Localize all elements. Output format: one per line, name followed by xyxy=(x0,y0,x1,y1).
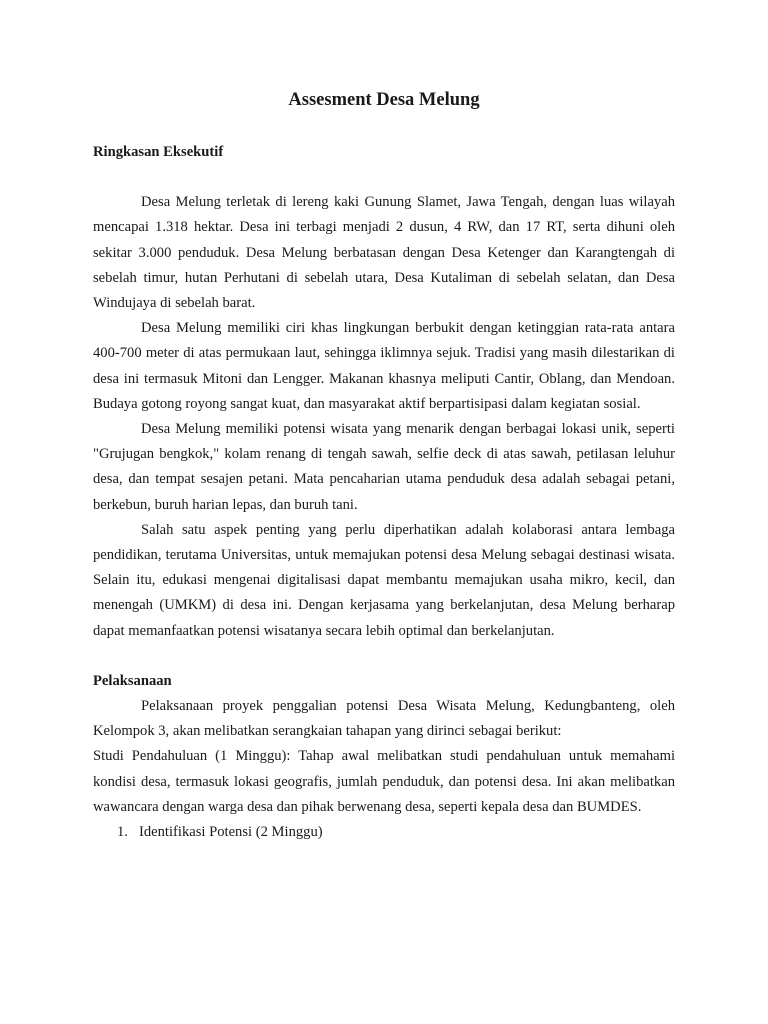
section-spacer xyxy=(93,644,675,669)
document-title: Assesment Desa Melung xyxy=(288,90,480,110)
list-item-text: Identifikasi Potensi (2 Minggu) xyxy=(139,824,323,841)
section-heading-pelaksanaan: Pelaksanaan xyxy=(93,672,172,689)
paragraph: Studi Pendahuluan (1 Minggu): Tahap awal melibatkan studi pendahuluan untuk memahami kondisi desa, termasuk lokasi geografis, jumlah penduduk, dan potensi desa. Ini akan melibatkan wawancara dengan warga desa dan pihak berwenang desa, seperti kepala desa dan BUMDES. xyxy=(93,748,675,815)
list-item-number: 1. xyxy=(117,824,128,841)
paragraph: Desa Melung memiliki potensi wisata yang menarik dengan berbagai lokasi unik, seperti "Grujugan bengkok," kolam renang di tengah sawah, selfie deck di atas sawah, petilasan leluhur desa, dan tempat sesajen petani. Mata pencaharian utama penduduk desa adalah sebagai petani, berkebun, buruh harian lepas, dan buruh tani. xyxy=(93,421,675,513)
numbered-list xyxy=(93,820,675,845)
list-item xyxy=(93,820,675,845)
paragraph: Desa Melung memiliki ciri khas lingkungan berbukit dengan ketinggian rata-rata antara 400-700 meter di atas permukaan laut, sehingga iklimnya sejuk. Tradisi yang masih dilestarikan di desa ini termasuk Mitoni dan Lengger. Makanan khasnya meliputi Cantir, Oblang, dan Mendoan. Budaya gotong royong sangat kuat, dan masyarakat aktif berpartisipasi dalam kegiatan sosial. xyxy=(93,320,675,412)
section-heading-ringkasan: Ringkasan Eksekutif xyxy=(93,144,224,160)
paragraph: Pelaksanaan proyek penggalian potensi Desa Wisata Melung, Kedungbanteng, oleh Kelompok 3, akan melibatkan serangkaian tahapan yang dirinci sebagai berikut: xyxy=(93,698,675,740)
paragraph: Desa Melung terletak di lereng kaki Gunung Slamet, Jawa Tengah, dengan luas wilayah mencapai 1.318 hektar. Desa ini terbagi menjadi 2 dusun, 4 RW, dan 17 RT, serta dihuni oleh sekitar 3.000 penduduk. Desa Melung berbatasan dengan Desa Ketenger dan Karangtengah di sebelah timur, hutan Perhutani di sebelah utara, Desa Kutaliman di sebelah selatan, dan Desa Windujaya di sebelah barat. xyxy=(93,194,675,312)
document-page xyxy=(93,87,675,845)
paragraph: Salah satu aspek penting yang perlu diperhatikan adalah kolaborasi antara lembaga pendidikan, terutama Universitas, untuk memajukan potensi desa Melung sebagai destinasi wisata. Selain itu, edukasi mengenai digitalisasi dapat membantu memajukan usaha mikro, kecil, dan menengah (UMKM) di desa ini. Dengan kerjasama yang berkelanjutan, desa Melung berharap dapat memanfaatkan potensi wisatanya secara lebih optimal dan berkelanjutan. xyxy=(93,521,675,639)
